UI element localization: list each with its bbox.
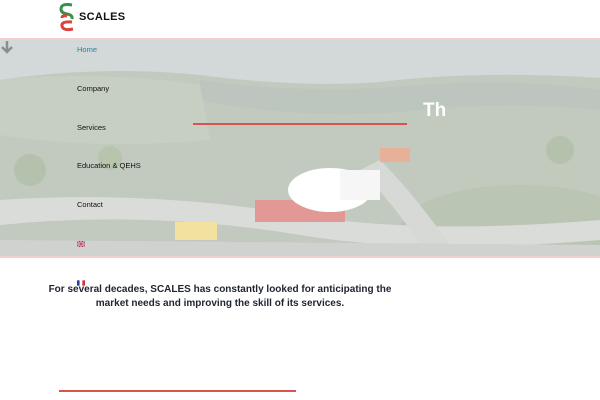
nav-item-services[interactable]: Services <box>77 123 106 132</box>
scales-logo-icon <box>58 2 76 32</box>
intro-line-2: market needs and improving the skill of its services. <box>95 298 345 309</box>
nav-item-contact[interactable]: Contact <box>77 200 103 209</box>
hero-accent-line <box>193 123 407 125</box>
hero-overlay <box>0 40 600 258</box>
section-accent-line <box>59 390 296 392</box>
intro-line-1: For several decades, SCALES has constantly looked for anticipating the <box>48 284 392 295</box>
site-header <box>0 0 600 38</box>
nav-item-home[interactable]: Home <box>77 45 98 54</box>
nav-item-company[interactable]: Company <box>77 84 110 93</box>
nav-item-education-qehs[interactable]: Education & QEHS <box>77 161 141 170</box>
arrow-down-icon[interactable] <box>0 40 14 54</box>
logo[interactable] <box>58 2 125 32</box>
intro-text <box>40 283 400 311</box>
brand-name: SCALES <box>79 11 126 23</box>
hero-banner <box>0 38 600 258</box>
hero-title: Th <box>423 100 447 121</box>
uk-flag-icon[interactable] <box>77 241 85 247</box>
